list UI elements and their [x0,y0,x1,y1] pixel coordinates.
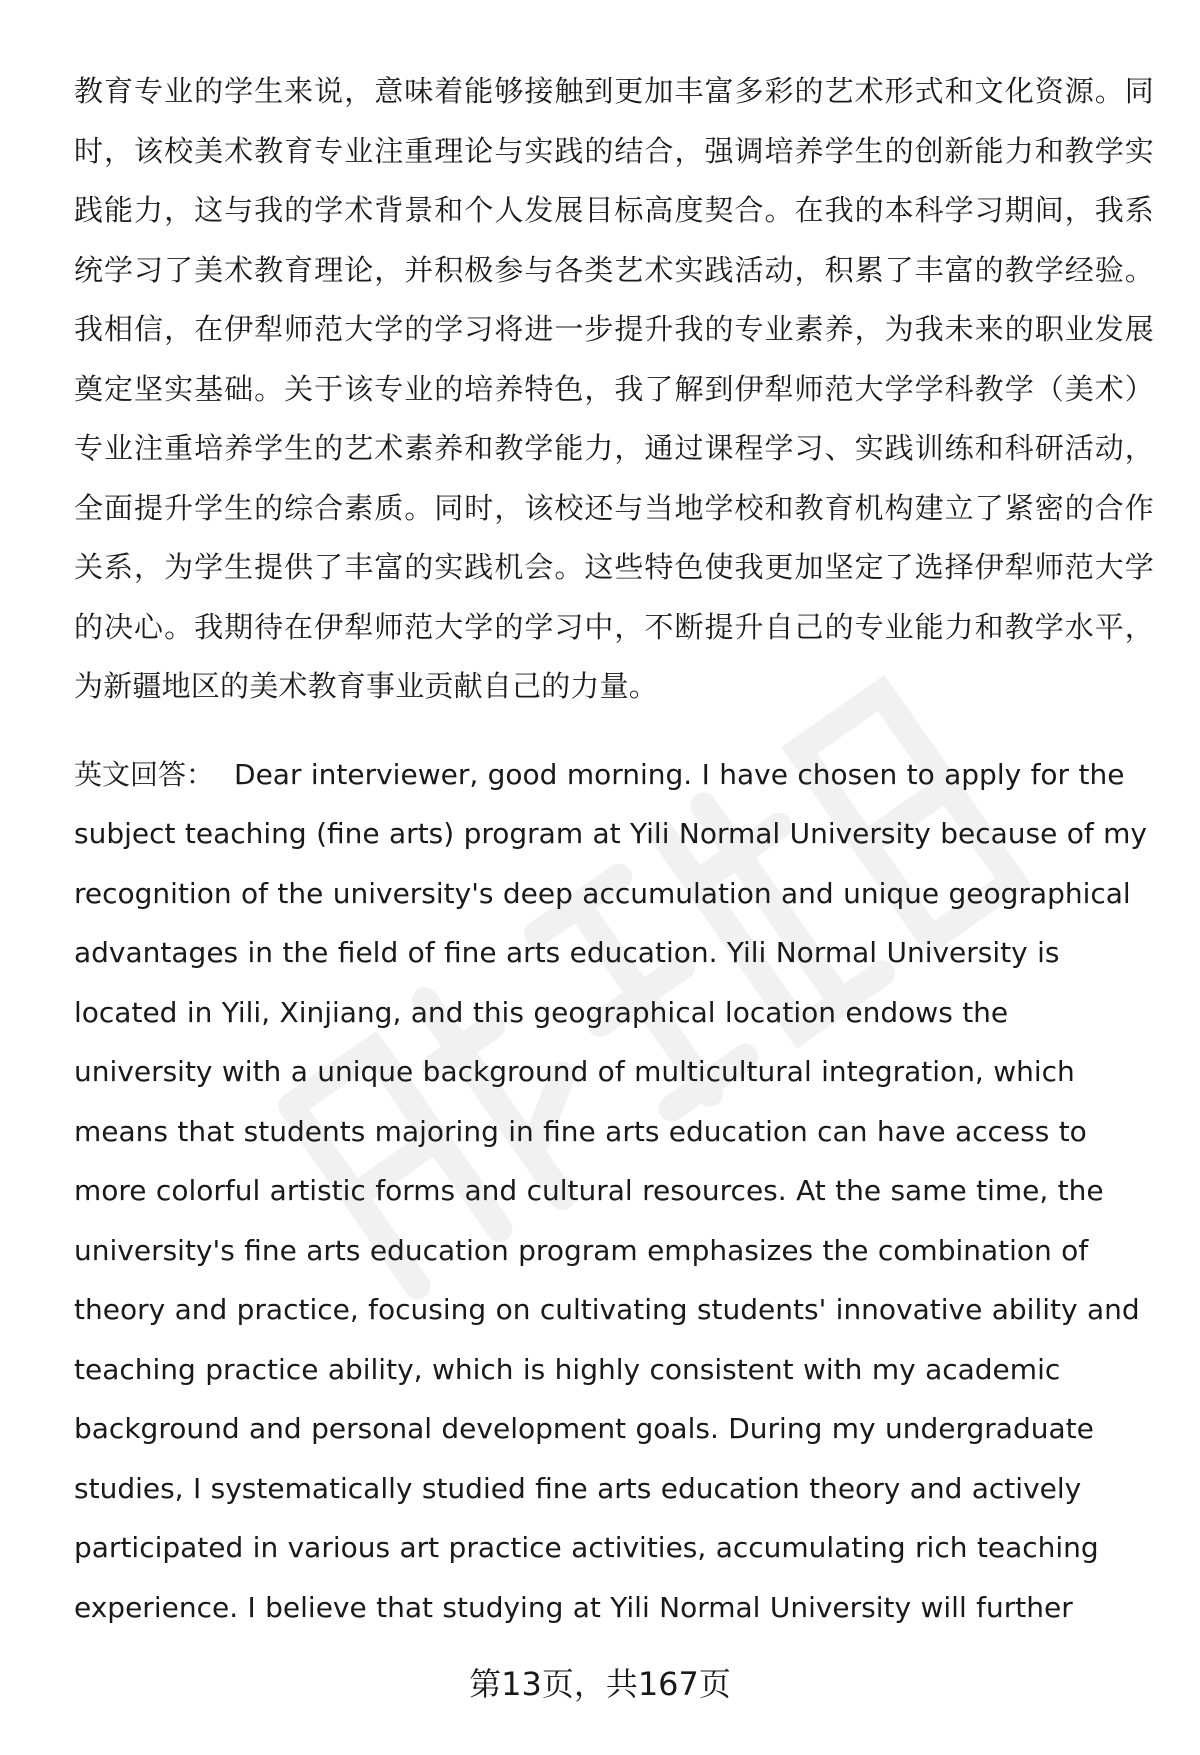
english-answer-text: Dear interviewer, good morning. I have chosen to apply for the subject teaching (fine arts) program at Yili Normal University because of my recognition of the university's deep accumulation and unique geographical advantages in the field of fine arts education. Yili Normal University is located in Yili, Xinjiang, and this geographical location endows the university with a unique background of multicultural integration, which means that students majoring in fine arts education can have access to more colorful artistic forms and cultural resources. At the same time, the university's fine arts education program emphasizes the combination of theory and practice, focusing on cultivating students' innovative ability and teaching practice ability, which is highly consistent with my academic background and personal development goals. During my undergraduate studies, I systematically studied fine arts education theory and actively participated in various art practice activities, accumulating rich teaching experience. I believe that studying at Yili Normal University will further [74,757,1147,1624]
page-number: 第13页，共167页 [469,1665,731,1703]
document-body [74,62,1154,1637]
english-answer-label: 英文回答： [74,757,215,791]
chinese-answer-paragraph: 教育专业的学生来说，意味着能够接触到更加丰富多彩的艺术形式和文化资源。同时，该校美术教育专业注重理论与实践的结合，强调培养学生的创新能力和教学实践能力，这与我的学术背景和个人发展目标高度契合。在我的本科学习期间，我系统学习了美术教育理论，并积极参与各类艺术实践活动，积累了丰富的教学经验。我相信，在伊犁师范大学的学习将进一步提升我的专业素养，为我未来的职业发展奠定坚实基础。关于该专业的培养特色，我了解到伊犁师范大学学科教学（美术）专业注重培养学生的艺术素养和教学能力，通过课程学习、实践训练和科研活动，全面提升学生的综合素质。同时，该校还与当地学校和教育机构建立了紧密的合作关系，为学生提供了丰富的实践机会。这些特色使我更加坚定了选择伊犁师范大学的决心。我期待在伊犁师范大学的学习中，不断提升自己的专业能力和教学水平，为新疆地区的美术教育事业贡献自己的力量。 [74,74,1154,703]
english-answer-paragraph [74,745,1154,1638]
